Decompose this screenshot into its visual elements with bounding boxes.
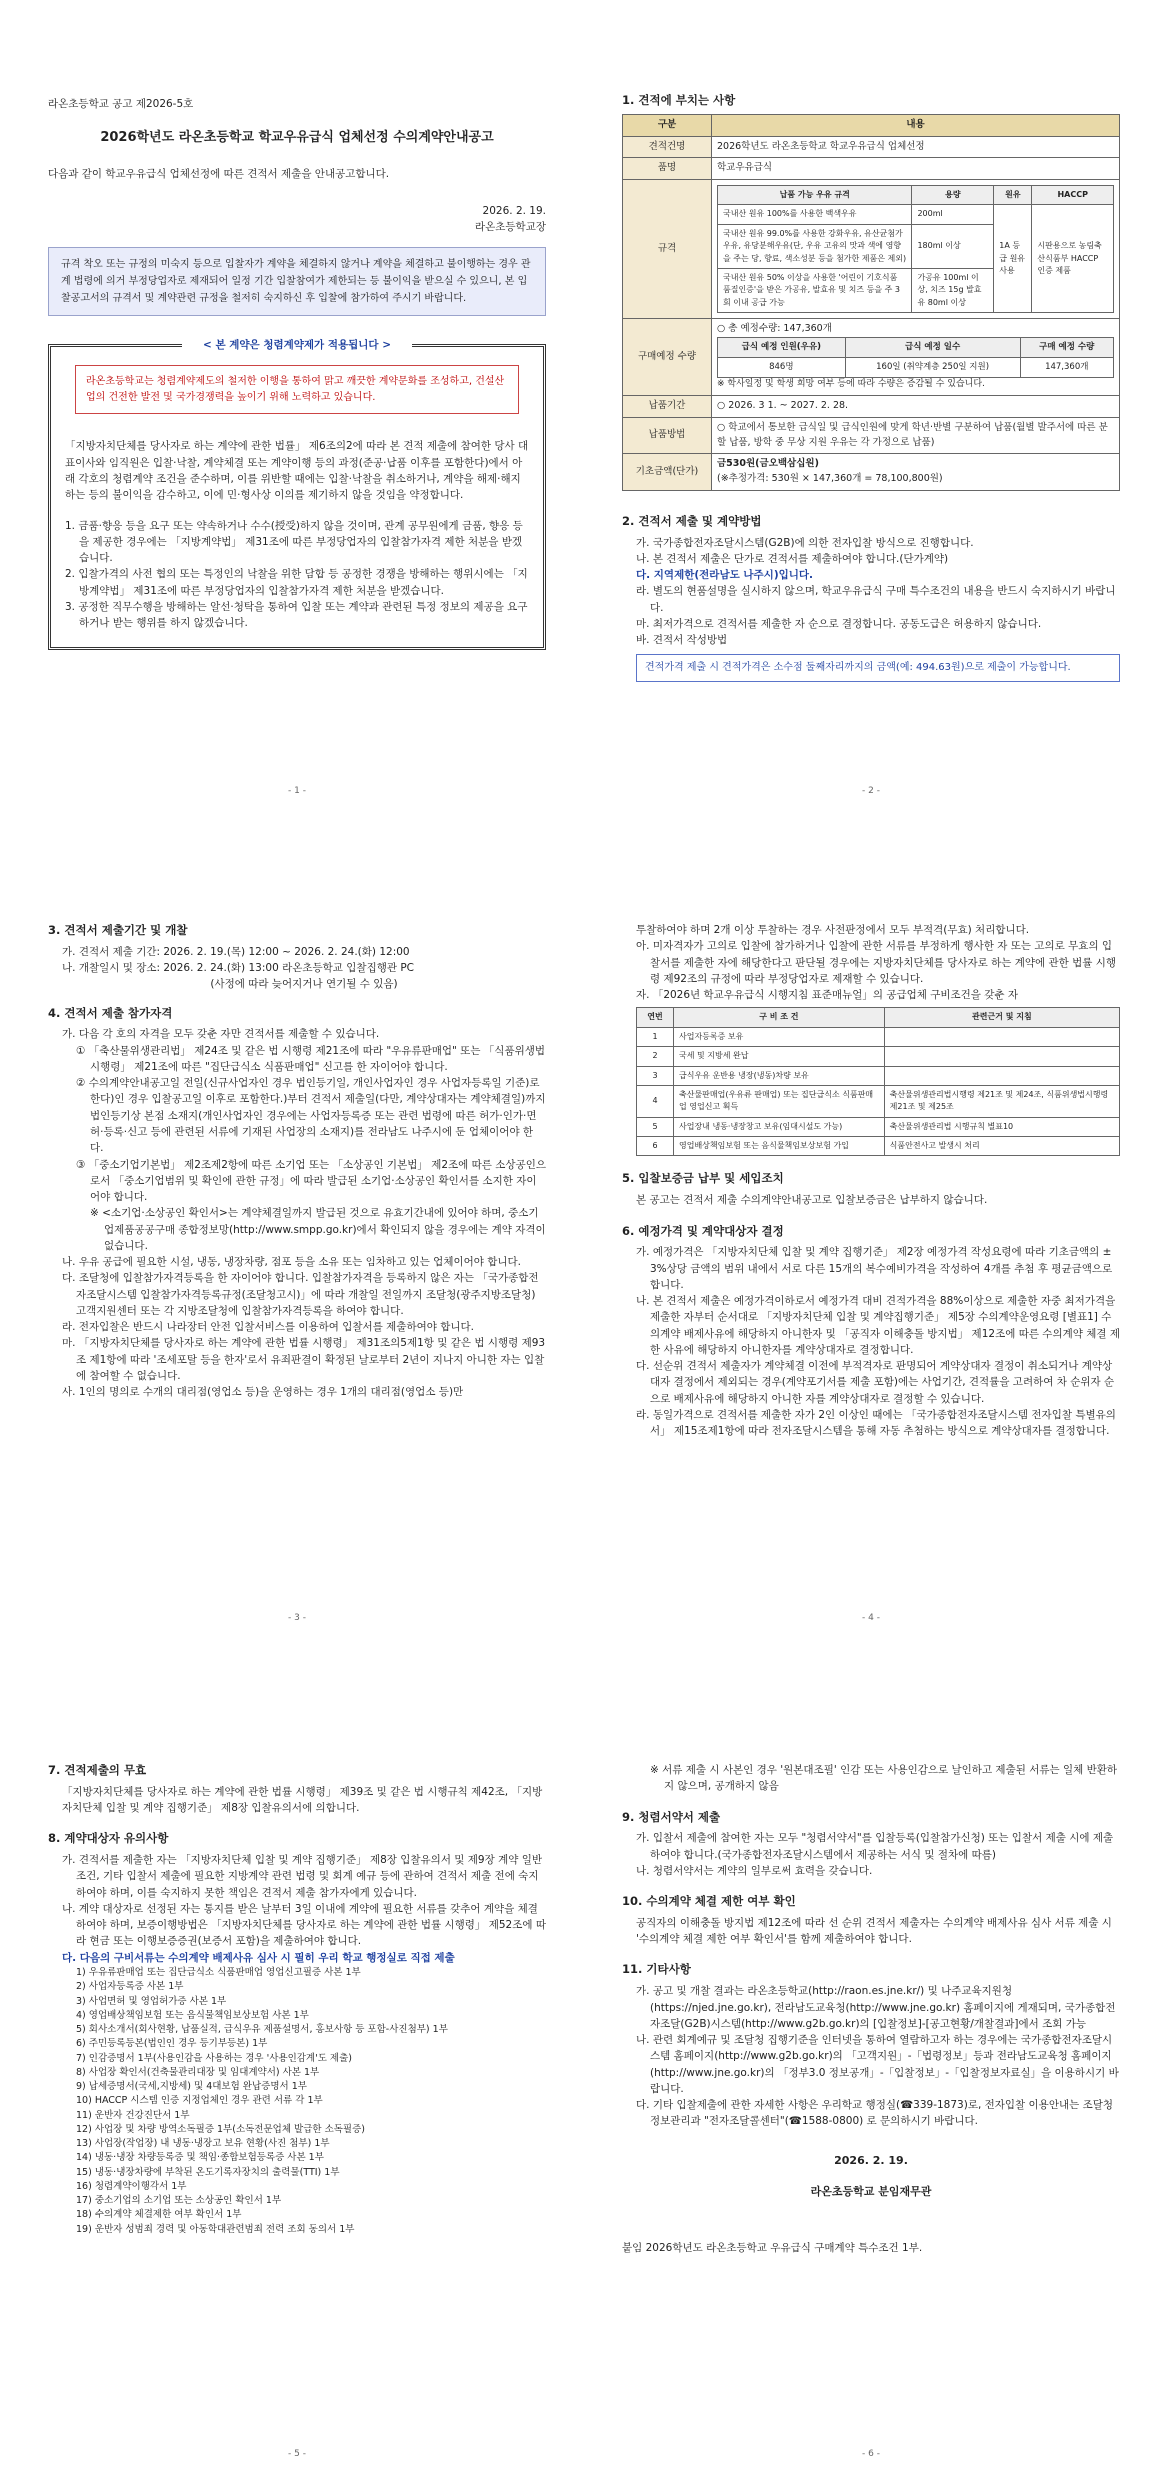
section-heading: 9. 청렴서약서 제출 — [622, 1809, 721, 1824]
row-label: 납품방법 — [623, 417, 712, 453]
doc-item: 13) 사업장(작업장) 내 냉동·냉장고 보유 현황(사진 첨부) 1부 — [76, 2138, 330, 2150]
table-cell: 축산물위생관리법시행령 제21조 및 제24조, 식품위생법시행령 제21조 및 제25조 — [884, 1085, 1119, 1117]
table-header: 납품 가능 우유 규격 — [718, 185, 912, 204]
row-value: 학교우유급식 — [712, 158, 1120, 180]
period-line: 가. 견적서 제출 기간: 2026. 2. 19.(목) 12:00 ~ 2026. 2. 24.(화) 12:00 — [62, 945, 410, 958]
doc-item: 2) 사업자등록증 사본 1부 — [76, 1981, 184, 1993]
doc-item: 3) 사업면허 및 영업허가증 사본 1부 — [76, 1995, 227, 2007]
section-body: 「지방자치단체를 당사자로 하는 계약에 관한 법률 시행령」 제39조 및 같은 법 시행규칙 제42조, 「지방자치단체 입찰 및 계약 집행기준」 제8장 입찰유의서에 의합니다. — [62, 1785, 543, 1815]
list-item: 바. 견적서 작성방법 — [636, 634, 728, 647]
table-cell: 5 — [637, 1117, 674, 1136]
list-item: 다. 지역제한(전라남도 나주시)입니다. — [636, 569, 814, 582]
table-header: 급식 예정 일수 — [845, 337, 1020, 357]
list-item: 마. 「지방자치단체를 당사자로 하는 계약에 관한 법률 시행령」 제31조의5제1항 및 같은 법 시행령 제93조 제1항에 따라 '조세포탈 등을 한자'로서 유죄판결이 확정된 날로부터 2년이 지나지 아니한 자는 입찰에 참여할 수 없습니다. — [62, 1337, 546, 1382]
doc-item: 9) 납세증명서(국세,지방세) 및 4대보험 완납증명서 1부 — [76, 2081, 307, 2093]
table-row — [637, 1137, 1120, 1156]
page-4 — [598, 922, 1144, 1440]
ethic-item: 1. 금품·향응 등을 요구 또는 약속하거나 수수(授受)하지 않을 것이며, 관계 공무원에게 금품, 향응 등을 제공한 경우에는 「지방계약법」 제31조에 따른 부정당업자의 입찰참가자격 제한 처분을 받겠습니다. — [65, 519, 523, 565]
doc-item: 14) 냉동·냉장 차량등록증 및 책임·종합보험등록증 사본 1부 — [76, 2152, 324, 2164]
table-cell — [884, 1066, 1119, 1085]
table-cell: 2 — [637, 1047, 674, 1066]
table-header: 용량 — [912, 185, 994, 204]
table-cell: 6 — [637, 1137, 674, 1156]
table-row — [637, 1066, 1120, 1085]
list-item: 나. 계약 대상자로 선정된 자는 통지를 받은 날부터 3일 이내에 계약에 필요한 서류를 갖추어 계약을 체결하여야 하며, 보증이행방법은 「지방자치단체를 당사자로 하는 계약에 관한 법률 시행령」 제52조에 따라 현금 또는 이행보증증권(보증서 포함)을 제출하여야 합니다. — [62, 1902, 546, 1948]
doc-item: 8) 사업장 확인서(건축물관리대장 및 임대계약서) 사본 1부 — [76, 2066, 320, 2078]
page-number: - 5 - — [288, 2449, 306, 2459]
page-3 — [24, 922, 570, 1401]
doc-item: 6) 주민등록등본(법인인 경우 등기부등본) 1부 — [76, 2038, 268, 2050]
table-cell: 국내산 원유 50% 이상을 사용한 '어린이 기호식품 품질인증'을 받은 가공유, 발효유 및 치즈 등을 주 3회 이내 공급 가능 — [718, 268, 912, 312]
table-cell: 축산물판매업(우유류 판매업) 또는 집단급식소 식품판매업 영업신고 획득 — [674, 1085, 885, 1117]
table-header: 내용 — [712, 114, 1120, 136]
list-item: 다. 선순위 견적서 제출자가 계약체결 이전에 부적격자로 판명되어 계약상대자 결정이 취소되거나 계약상대자 결정에서 제외되는 경우(계약포기서를 제출 포함)에는 사업기간, 견적률을 고려하여 차 순위자 순으로 배제사유에 해당하지 아니한 자를 계약상대자로 결정할 수 있습니다. — [636, 1360, 1115, 1405]
table-cell: 3 — [637, 1066, 674, 1085]
closing-signer: 라온초등학교 분임재무관 — [810, 2184, 932, 2198]
page-number: - 4 - — [862, 1613, 880, 1623]
qty-note: ※ 학사일정 및 학생 희망 여부 등에 따라 수량은 증감될 수 있습니다. — [717, 379, 985, 390]
list-item: 가. 예정가격은 「지방자치단체 입찰 및 계약 집행기준」 제2장 예정가격 작성요령에 따라 기초금액의 ± 3%상당 금액의 범위 내에서 서로 다른 15개의 복수예비가격을 작성하여 4개를 추첨 후 평균금액으로 합니다. — [636, 1246, 1113, 1291]
table-cell — [884, 1027, 1119, 1046]
section-heading: 2. 견적서 제출 및 계약방법 — [622, 513, 762, 528]
list-item: ② 수의계약안내공고일 전일(신규사업자인 경우 법인등기일, 개인사업자인 경우 사업자등록일 기준)로 한다)인 경우 입찰공고일 이후로 포함한다.)부터 견적서 제출일(다만, 계약상대자는 계약체결일)까지 법인등기상 본점 소재지(개인사업자인 경우에는 사업자등록증 또는 관련 법령에 따른 허가·인가·면허·등록·신고 등에 관련된 서류에 기재된 사업장의 소재지)를 전라남도 나주시에 둔 업체이어야 한다. — [76, 1077, 546, 1155]
doc-item: 11) 운반자 건강진단서 1부 — [76, 2109, 190, 2121]
table-cell: 4 — [637, 1085, 674, 1117]
page-2 — [598, 92, 1144, 688]
table-cell: 1 — [637, 1027, 674, 1046]
list-item: 자. 「2026년 학교우유급식 시행지침 표준매뉴얼」의 공급업체 구비조건을 갖춘 자 — [636, 989, 1019, 1002]
doc-item: 10) HACCP 시스템 인증 지정업체인 경우 관련 서류 각 1부 — [76, 2095, 323, 2107]
ethic-item: 3. 공정한 직무수행을 방해하는 알선·청탁을 통하여 입찰 또는 계약과 관련된 특정 정보의 제공을 요구하거나 받는 행위를 하지 않겠습니다. — [65, 600, 528, 630]
opening-note: (사정에 따라 늦어지거나 연기될 수 있음) — [210, 978, 398, 991]
list-item: 나. 관련 회계예규 및 조달청 집행기준을 인터넷을 통하여 열람하고자 하는 경우에는 국가종합전자조달시스템 홈페이지(http://www.g2b.go.kr)의 「고객지원」-「법령정보」등과 전라남도교육청 홈페이지(http://www.jne.go.kr)의 「정부3.0 정보공개」-「입찰정보」-「입찰정보자료실」을 이용하시기 바랍니다. — [636, 2034, 1119, 2095]
section-heading: 3. 견적서 제출기간 및 개찰 — [48, 923, 188, 937]
table-cell: 급식우유 운반용 냉장(냉동)차량 보유 — [674, 1066, 885, 1085]
section-heading: 1. 견적에 부치는 사항 — [622, 93, 736, 107]
list-item: 나. 우유 공급에 필요한 시설, 냉동, 냉장차량, 점포 등을 소유 또는 임차하고 있는 업체이어야 합니다. — [62, 1256, 521, 1269]
row-value: 2026학년도 라온초등학교 학교우유급식 업체선정 — [712, 136, 1120, 158]
table-cell: 가공유 100ml 이상, 치즈 15g 발효유 80ml 이상 — [912, 268, 994, 312]
list-item: 나. 본 견적서 제출은 예정가격이하로서 예정가격 대비 견적가격을 88%이상으로 제출한 자중 최저가격을 제출한 자부터 순서대로 「지방자치단체 입찰 및 계약집행기준」 제5장 수의계약운영요령 [별표1] 수의계약 배제사유에 해당하지 아니한자 및 「공직자 이해충돌 방지법」 제12조에 따른 수의계약 체결 제한 사유에 해당하지 아니한자를 계약상대자로 결정합니다. — [636, 1295, 1120, 1356]
table-row — [637, 1047, 1120, 1066]
table-cell: 147,360개 — [1020, 357, 1113, 377]
list-item: ① 「축산물위생관리법」 제24조 및 같은 법 시행령 제21조에 따라 "우유류판매업" 또는 「식품위생법 시행령」 제21조에 따른 "집단급식소 식품판매업" 신고를 한 자이어야 합니다. — [76, 1044, 546, 1073]
table-header: 구분 — [623, 114, 712, 136]
doc-item: 5) 회사소개서(회사현황, 납품실적, 급식우유 제품설명서, 홍보사항 등 포함-사진첨부) 1부 — [76, 2024, 448, 2036]
table-cell: 1A 등급 원유 사용 — [994, 205, 1032, 313]
table-cell: 국내산 원유 99.0%를 사용한 강화우유, 유산균첨가우유, 유당분해우유(단, 우유 고유의 맛과 색에 영향을 주는 당, 향료, 색소성분 등을 첨가한 제품은 제외) — [718, 224, 912, 268]
page-1 — [24, 0, 570, 650]
section-body: 본 공고는 견적서 제출 수의계약안내공고로 입찰보증금은 납부하지 않습니다. — [636, 1194, 988, 1207]
p4-top: 투찰하여야 하며 2개 이상 투찰하는 경우 사전판정에서 모두 부적격(무효) 처리합니다. — [636, 924, 1030, 936]
qty-total: ○ 총 예정수량: 147,360개 — [717, 323, 832, 335]
row-label: 품명 — [623, 158, 712, 180]
notice-title: 2026학년도 라온초등학교 학교우유급식 업체선정 수의계약안내공고 — [100, 130, 494, 146]
table-cell: 국세 및 지방세 완납 — [674, 1047, 885, 1066]
list-item: 사. 1인의 명의로 수개의 대리점(영업소 등)을 운영하는 경우 1개의 대리점(영업소 등)만 — [62, 1386, 464, 1399]
list-item: 나. 본 견적서 제출은 단가로 견적서를 제출하여야 합니다.(단가계약) — [636, 552, 949, 565]
row-label: 규격 — [623, 179, 712, 318]
closing-date: 2026. 2. 19. — [834, 2153, 908, 2167]
table-cell — [884, 1047, 1119, 1066]
list-item: 다. 다음의 구비서류는 수의계약 배제사유 심사 시 필히 우리 학교 행정실로 직접 제출 — [62, 1951, 455, 1964]
list-item: 가. 공고 및 개찰 결과는 라온초등학교(http://raon.es.jne.kr/) 및 나주교육지원청(https://njed.jne.go.kr), 전라남도교육청(http://www.jne.go.kr) 홈페이지에 게재되며, 국가종합전자조달(G2B)시스템(http://www.g2b.go.kr)의 [입찰정보]-[공고현황/개찰결과]에서 조회 가능 — [636, 1985, 1116, 2030]
price-note: (※추정가격: 530원 × 147,360개 = 78,100,800원) — [717, 472, 943, 484]
table-cell: 영업배상책임보험 또는 음식물책임보상보험 가입 — [674, 1137, 885, 1156]
doc-item: 4) 영업배상책임보험 또는 음식물책임보상보험 사본 1부 — [76, 2009, 309, 2021]
table-cell: 200ml — [912, 205, 994, 224]
list-item: 가. 국가종합전자조달시스템(G2B)에 의한 전자입찰 방식으로 진행합니다. — [636, 536, 974, 549]
doc-item: 15) 냉동·냉장차량에 부착된 온도기록자장치의 출력물(TTI) 1부 — [76, 2166, 340, 2178]
table-row — [637, 1027, 1120, 1046]
row-value: ○ 2026. 3 1. ~ 2027. 2. 28. — [712, 396, 1120, 418]
table-cell: 식품안전사고 발생시 처리 — [884, 1137, 1119, 1156]
table-header: 연번 — [637, 1008, 674, 1027]
row-label: 납품기간 — [623, 396, 712, 418]
table-cell: 축산물위생관리법 시행규칙 별표10 — [884, 1117, 1119, 1136]
doc-item: 1) 우유류판매업 또는 집단급식소 식품판매업 영업신고필증 사본 1부 — [76, 1967, 361, 1979]
qty-subtable — [717, 337, 1114, 378]
list-item: 라. 별도의 현품설명을 실시하지 않으며, 학교우유급식 구매 특수조건의 내용을 반드시 숙지하시기 바랍니다. — [636, 585, 1116, 614]
page-number: - 2 - — [862, 786, 880, 796]
table-cell: 160일 (취약계층 250일 지원) — [845, 357, 1020, 377]
section-heading: 4. 견적서 제출 참가자격 — [48, 1005, 173, 1020]
section-body: 공직자의 이해충돌 방지법 제12조에 따라 선 순위 견적서 제출자는 수의계약 배제사유 심사 서류 제출 시 '수의계약 체결 제한 여부 확인서'를 함께 제출하여야 합니다. — [636, 1916, 1112, 1946]
base-price: 금530원(금오백삼십원) — [717, 458, 819, 470]
section-heading: 8. 계약대상자 유의사항 — [48, 1831, 169, 1846]
list-item: 다. 조달청에 입찰참가자격등록을 한 자이어야 합니다. 입찰참가자격을 등록하지 않은 자는 「국가종합전자조달시스템 입찰참가자격등록규정(조달청고시)」에 따라 개찰일 전일까지 조달청(광주지방조달청) 고객지원센터 또는 각 지방조달청에 입찰참가자격등록을 하여야 합니다. — [62, 1272, 539, 1317]
table-header: 급식 예정 인원(우유) — [718, 337, 846, 357]
table-header: 구 비 조 건 — [674, 1008, 885, 1027]
section-heading: 7. 견적제출의 무효 — [48, 1763, 147, 1777]
doc-item: 17) 중소기업의 소기업 또는 소상공인 확인서 1부 — [76, 2195, 282, 2207]
ethic-red-box: 라온초등학교는 청렴계약제도의 철저한 이행을 통하여 맑고 깨끗한 계약문화를 조성하고, 건설산업의 건전한 발전 및 국가경쟁력을 높이기 위해 노력하고 있습니다. — [75, 365, 519, 414]
list-item: 나. 청렴서약서는 계약의 일부로써 효력을 갖습니다. — [636, 1864, 873, 1877]
price-format-box: 견적가격 제출 시 견적가격은 소수점 둘째자리까지의 금액(예: 494.63원)으로 제출이 가능합니다. — [636, 654, 1120, 682]
table-cell: 사업자등록증 보유 — [674, 1027, 885, 1046]
doc-item: 16) 청렴계약이행각서 1부 — [76, 2180, 187, 2192]
table-row — [637, 1085, 1120, 1117]
conditions-table — [636, 1007, 1120, 1156]
page-5 — [24, 1762, 570, 2237]
spec-table — [622, 114, 1120, 491]
doc-item: 12) 사업장 및 차량 방역소독필증 1부(소독전문업체 발급한 소독필증) — [76, 2123, 365, 2135]
list-item: ※ <소기업·소상공인 확인서>는 계약체결일까지 발급된 것으로 유효기간내에 있어야 하며, 중소기업제품공공구매 종합정보망(http://www.smpp.go.kr)에서 확인되지 않을 경우에는 계약 자격이 없습니다. — [90, 1207, 546, 1252]
doc-item: 18) 수의계약 체결제한 여부 확인서 1부 — [76, 2209, 242, 2221]
table-row — [637, 1117, 1120, 1136]
table-header: 관련근거 및 지침 — [884, 1008, 1119, 1027]
section-heading: 5. 입찰보증금 납부 및 세입조치 — [622, 1171, 784, 1186]
notice-date: 2026. 2. 19. — [482, 204, 546, 217]
list-item: 가. 견적서를 제출한 자는 「지방자치단체 입찰 및 계약 집행기준」 제8장 입찰유의서 및 제9장 계약 일반조건, 기타 입찰서 제출에 필요한 지방계약 관련 법령 및 회계 예규 등에 관하여 견적서 제출 전에 숙지하여야 하며, 이를 숙지하지 못한 책임은 견적서 제출 참가자에게 있습니다. — [62, 1854, 543, 1899]
table-header: 구매 예정 수량 — [1020, 337, 1113, 357]
page-number: - 1 - — [288, 786, 306, 796]
list-item: 가. 다음 각 호의 자격을 모두 갖춘 자만 견적서를 제출할 수 있습니다. — [62, 1028, 380, 1041]
row-label: 구매예정 수량 — [623, 319, 712, 396]
list-item: 라. 전자입찰은 반드시 나라장터 안전 입찰서비스를 이용하여 입찰서를 제출하여야 합니다. — [62, 1321, 475, 1334]
table-cell: 846명 — [718, 357, 846, 377]
list-item: 가. 입찰서 제출에 참여한 자는 모두 "청렴서약서"를 입찰등록(입찰참가신청) 또는 입찰서 제출 시에 제출하여야 합니다.(국가종합전자조달시스템에서 제공하는 서식 및 절차에 따름) — [636, 1832, 1114, 1861]
list-item: 마. 최저가격으로 견적서를 제출한 자 순으로 결정합니다. 공동도급은 허용하지 않습니다. — [636, 617, 1042, 630]
table-cell: 사업장내 냉동·냉장창고 보유(임대시설도 가능) — [674, 1117, 885, 1136]
warning-box: 규격 착오 또는 규정의 미숙지 등으로 입찰자가 계약을 체결하지 않거나 계약을 체결하고 불이행하는 경우 관계 법령에 의거 부정당업자로 제재되어 일정 기간 입찰참여가 제한되는 등 불이익을 받으실 수 있으니, 본 입찰공고서의 규격서 및 계약관련 규정을 철저히 숙지하신 후 입찰에 참가하여 주시기 바랍니다. — [48, 247, 546, 316]
list-item: ③ 「중소기업기본법」 제2조제2항에 따른 소기업 또는 「소상공인 기본법」 제2조에 따른 소상공인으로서 「중소기업범위 및 확인에 관한 규정」에 따라 발급된 소기업·소상공인 확인서를 소지한 자이어야 합니다. — [76, 1158, 546, 1204]
table-header: HACCP — [1032, 185, 1114, 204]
ethic-item: 2. 입찰가격의 사전 협의 또는 특정인의 낙찰을 위한 담합 등 공정한 경쟁을 방해하는 행위시에는 「지방계약법」 제31조에 따른 부정당업자의 입찰참가자격 제한 처분을 받겠습니다. — [65, 568, 528, 597]
list-item: 다. 기타 입찰제출에 관한 자세한 사항은 우리학교 행정실(☎339-1873)로, 전자입찰 이용안내는 조달청 정보관리과 "전자조달콜센터"(☎1588-0800) 로 문의하시기 바랍니다. — [636, 2099, 1114, 2128]
intro-text: 다음과 같이 학교우유급식 업체선정에 따른 견적서 제출을 안내공고합니다. — [48, 168, 390, 181]
doc-note: ※ 서류 제출 시 사본인 경우 '원본대조필' 인감 또는 사용인감으로 날인하고 제출된 서류는 일체 반환하지 않으며, 공개하지 않음 — [650, 1764, 1118, 1793]
page-6 — [598, 1762, 1144, 2256]
section-heading: 10. 수의계약 체결 제한 여부 확인 — [622, 1894, 796, 1909]
doc-item: 19) 운반자 성범죄 경력 및 아동학대관련범죄 전력 조회 동의서 1부 — [76, 2223, 355, 2235]
list-item: 라. 동일가격으로 견적서를 제출한 자가 2인 이상인 때에는 「국가종합전자조달시스템 전자입찰 특별유의서」 제15조제1항에 따라 전자조달시스템을 통해 자동 추첨하는 방식으로 계약상대자를 결정합니다. — [636, 1409, 1116, 1438]
list-item: 아. 미자격자가 고의로 입찰에 참가하거나 입찰에 관한 서류를 부정하게 행사한 자 또는 고의로 무효의 입찰서를 제출한 자에 해당한다고 판단될 경우에는 지방자치단체를 당사자로 하는 계약에 관한 법률 시행령 제92조의 규정에 따라 부정당업자로 제재할 수 있습니다. — [636, 940, 1117, 985]
ethic-body: 「지방자치단체를 당사자로 하는 계약에 관한 법률」 제6조의2에 따라 본 견적 제출에 참여한 당사 대표이사와 임직원은 입찰·낙찰, 계약체결 또는 계약이행 등의 과정(준공·납품 이후를 포함한다)에서 아래 각호의 청렴계약 조건을 준수하며, 이를 위반할 때에는 입찰·낙찰을 취소하거나, 계약을 해제·해지하는 등의 불이익을 감수하고, 이에 민·형사상 이의를 제기하지 않을 것임을 약정합니다. — [65, 440, 529, 502]
page-number: - 6 - — [862, 2449, 880, 2459]
table-cell: 국내산 원유 100%를 사용한 백색우유 — [718, 205, 912, 224]
section-heading: 11. 기타사항 — [622, 1962, 691, 1977]
row-label: 견적건명 — [623, 136, 712, 158]
ethic-box — [48, 339, 546, 650]
notice-number: 라온초등학교 공고 제2026-5호 — [48, 98, 194, 110]
row-label: 기초금액(단가) — [623, 454, 712, 490]
spec-subtable — [717, 185, 1114, 313]
ethic-title: < 본 계약은 청렴계약제가 적용됩니다 > — [182, 337, 412, 353]
doc-item: 7) 인감증명서 1부(사용인감을 사용하는 경우 '사용인감계'도 제출) — [76, 2052, 352, 2064]
table-cell: 180ml 이상 — [912, 224, 994, 268]
opening-line: 나. 개찰일시 및 장소: 2026. 2. 24.(화) 13:00 라온초등학교 입찰집행관 PC — [62, 962, 415, 975]
row-value: ○ 학교에서 통보한 급식일 및 급식인원에 맞게 학년·반별 구분하여 납품(월별 발주서에 따른 분할 납품, 방학 중 무상 지원 우유는 각 가정으로 납품) — [712, 417, 1120, 453]
notice-signer: 라온초등학교장 — [474, 220, 546, 233]
table-header: 원유 — [994, 185, 1032, 204]
table-cell: 시판용으로 농림축산식품부 HACCP 인증 제품 — [1032, 205, 1114, 313]
page-number: - 3 - — [288, 1613, 306, 1623]
section-heading: 6. 예정가격 및 계약대상자 결정 — [622, 1223, 784, 1238]
attachment-line: 붙임 2026학년도 라온초등학교 우유급식 구매계약 특수조건 1부. — [622, 2241, 923, 2254]
